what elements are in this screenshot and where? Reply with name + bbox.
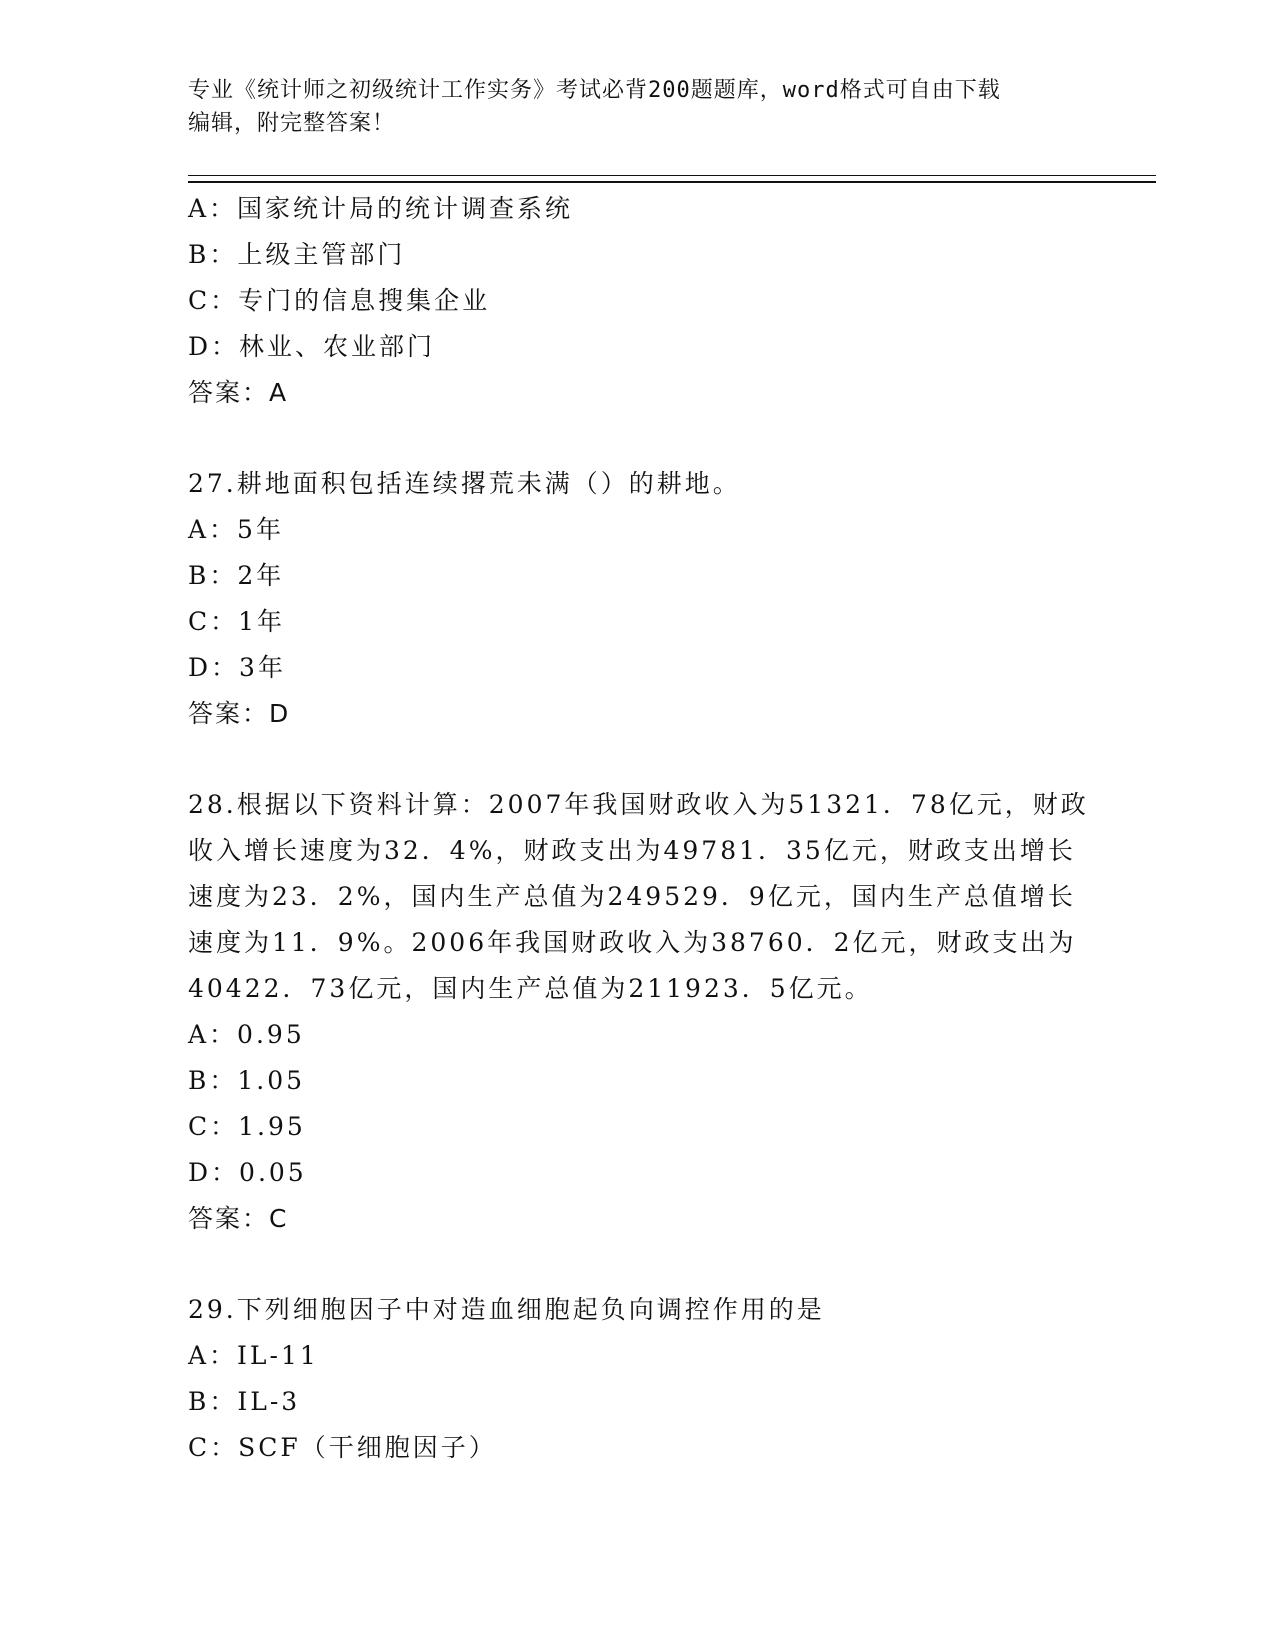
question-28 <box>188 782 1088 1242</box>
spacer <box>188 1242 1088 1287</box>
header-divider-thick <box>188 181 1156 183</box>
document-header <box>188 74 1088 140</box>
question-27 <box>188 461 1088 737</box>
question-stem <box>188 782 1088 1012</box>
option-d: D：0.05 <box>188 1158 307 1187</box>
question-26 <box>188 186 1088 416</box>
option-a: A：0.95 <box>188 1020 305 1049</box>
header-title-line-1: 专业《统计师之初级统计工作实务》考试必背200题题库，word格式可自由下载 <box>188 78 1001 103</box>
option-b: B：上级主管部门 <box>188 240 406 269</box>
answer-line: 答案：C <box>188 1204 289 1233</box>
option-d: D：林业、农业部门 <box>188 332 436 361</box>
option-a: A：国家统计局的统计调查系统 <box>188 194 574 223</box>
answer-line: 答案：D <box>188 699 291 728</box>
option-c: C：1年 <box>188 607 286 636</box>
option-c: C：1.95 <box>188 1112 306 1141</box>
question-stem-line: 28.根据以下资料计算：2007年我国财政收入为51321．78亿元，财政 <box>188 790 1089 819</box>
option-a: A：IL-11 <box>188 1341 319 1370</box>
option-b: B：IL-3 <box>188 1387 301 1416</box>
option-d: D：3年 <box>188 653 286 682</box>
option-b: B：1.05 <box>188 1066 306 1095</box>
option-c: C：SCF（干细胞因子） <box>188 1433 497 1462</box>
question-stem: 27.耕地面积包括连续撂荒未满（）的耕地。 <box>188 469 741 498</box>
question-list <box>188 186 1088 1471</box>
question-stem-line: 速度为23．2%，国内生产总值为249529．9亿元，国内生产总值增长 <box>188 882 1076 911</box>
question-stem-line: 40422．73亿元，国内生产总值为211923．5亿元。 <box>188 974 873 1003</box>
spacer <box>188 737 1088 782</box>
answer-line: 答案：A <box>188 378 289 407</box>
question-stem-line: 速度为11．9%。2006年我国财政收入为38760．2亿元，财政支出为 <box>188 928 1077 957</box>
question-stem-line: 收入增长速度为32．4%，财政支出为49781．35亿元，财政支出增长 <box>188 836 1076 865</box>
option-c: C：专门的信息搜集企业 <box>188 286 491 315</box>
header-divider-thin <box>188 175 1156 176</box>
option-b: B：2年 <box>188 561 285 590</box>
header-title-line-2: 编辑，附完整答案！ <box>188 111 396 136</box>
spacer <box>188 416 1088 461</box>
question-stem: 29.下列细胞因子中对造血细胞起负向调控作用的是 <box>188 1295 825 1324</box>
question-29 <box>188 1287 1088 1471</box>
option-a: A：5年 <box>188 515 284 544</box>
